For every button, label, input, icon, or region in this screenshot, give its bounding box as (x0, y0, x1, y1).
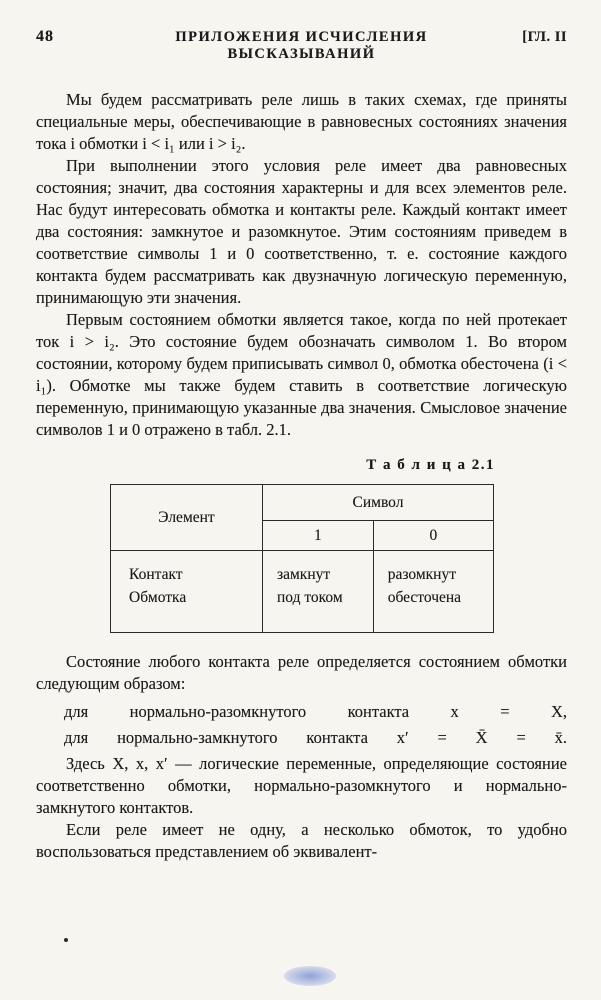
table-caption: Т а б л и ц а 2.1 (366, 457, 495, 473)
running-title: ПРИЛОЖЕНИЯ ИСЧИСЛЕНИЯ ВЫСКАЗЫВАНИЙ (175, 29, 428, 62)
formula-block (36, 699, 567, 751)
paragraph-3: Первым состоянием обмотки является такое, когда по ней протекает ток i > i₂. Это состояние будем обозначать символом 1. Во втором состоянии, которому будем приписывать символ 0, обмотка обесточена (i < i₁). Обмотке мы также будем ставить в соответствие логическую переменную, принимающую указанные два значения. Смысловое значение символов 1 и 0 отражено в табл. 2.1. (36, 310, 567, 439)
table-value-one-1: замкнут (277, 566, 331, 583)
table-cell-elements (111, 551, 263, 633)
running-head (36, 28, 567, 63)
table-header-row (111, 485, 494, 521)
table-cell-symbol-0 (373, 551, 493, 633)
table-value-zero-2: обесточена (387, 589, 462, 606)
paragraph-5: Здесь X, x, x′ — логические переменные, определяющие состояние соответственно обмотки, нормально-разомкнутого и нормально-замкнутого контактов. (36, 754, 567, 817)
symbols-table (110, 484, 494, 633)
paragraph-6: Если реле имеет не одну, а несколько обмоток, то удобно воспользоваться представлением об эквивалент- (36, 820, 567, 861)
paragraph-4: Состояние любого контакта реле определяется состоянием обмотки следующим образом: (36, 652, 567, 693)
paragraph-2: При выполнении этого условия реле имеет два равновесных состояния; значит, два состояния характерны и для всех элементов реле. Нас будут интересовать обмотка и контакты реле. Каждый контакт имеет два состояния: замкнутое и разомкнутое. Этим состояниям приведем в соответствие символы 1 и 0 соответственно, т. е. состояние каждого контакта будем рассматривать как двузначную логическую переменную, принимающую эти значения. (36, 156, 567, 307)
table-value-element-1: Контакт (129, 566, 183, 583)
formula-normally-open: для нормально-разомкнутого контакта x = X, (64, 702, 567, 721)
chapter-label: [ГЛ. II (522, 29, 567, 45)
table-value-element-2: Обмотка (129, 589, 187, 606)
paragraph-1: Мы будем рассматривать реле лишь в таких схемах, где приняты специальные меры, обеспечивающие в равновесных состояниях значения тока i обмотки i < i₁ или i > i₂. (36, 90, 567, 153)
table-cell-symbol-1 (263, 551, 374, 633)
table-header-symbol: Символ (263, 485, 494, 521)
table-header-element: Элемент (111, 485, 263, 551)
page-number: 48 (36, 28, 54, 45)
formula-normally-closed: для нормально-замкнутого контакта x′ = X̄ = x̄. (64, 728, 567, 747)
table-subheader-0: 0 (373, 521, 493, 551)
table-value-zero-1: разомкнут (387, 566, 456, 583)
scan-ink-smudge (284, 966, 336, 986)
table-body-row (111, 551, 494, 633)
scan-dot-artifact (64, 938, 68, 942)
table-value-one-2: под током (277, 589, 343, 606)
table-subheader-1: 1 (263, 521, 374, 551)
